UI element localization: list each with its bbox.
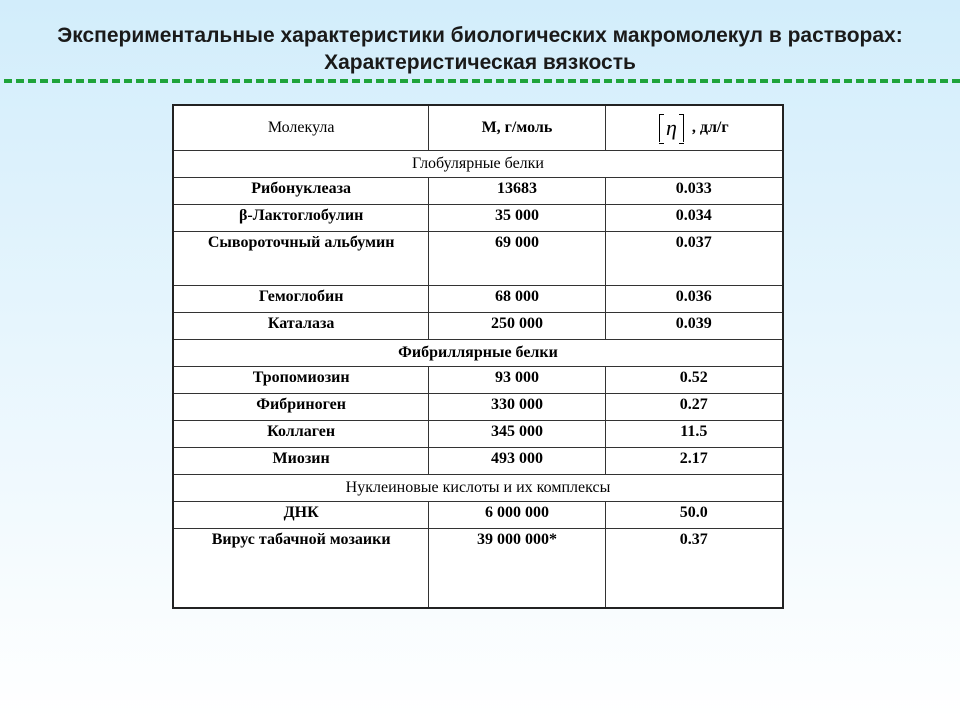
- molecule-mass: 93 000: [429, 367, 605, 394]
- molecule-mass: 6 000 000: [429, 502, 605, 529]
- molecule-viscosity: 2.17: [605, 448, 783, 475]
- header-mass: М, г/моль: [429, 105, 605, 151]
- molecule-viscosity: 0.52: [605, 367, 783, 394]
- slide-title: [0, 22, 960, 76]
- table-row: [173, 421, 783, 448]
- table-row: [173, 448, 783, 475]
- molecule-name: Вирус табачной мозаики: [173, 529, 429, 609]
- molecule-viscosity: 0.034: [605, 205, 783, 232]
- molecule-mass: 345 000: [429, 421, 605, 448]
- viscosity-table: [172, 104, 784, 609]
- table-header-row: [173, 105, 783, 151]
- molecule-mass: 68 000: [429, 286, 605, 313]
- molecule-viscosity: 0.037: [605, 232, 783, 286]
- molecule-mass: 493 000: [429, 448, 605, 475]
- molecule-name: ДНК: [173, 502, 429, 529]
- molecule-name: Сывороточный альбумин: [173, 232, 429, 286]
- header-molecule: Молекула: [173, 105, 429, 151]
- molecule-name: Коллаген: [173, 421, 429, 448]
- viscosity-unit: , дл/г: [691, 119, 729, 136]
- table-row: [173, 286, 783, 313]
- table-row: [173, 205, 783, 232]
- table-row: [173, 529, 783, 609]
- header-viscosity: [605, 105, 783, 151]
- molecule-viscosity: 0.036: [605, 286, 783, 313]
- molecule-viscosity: 0.033: [605, 178, 783, 205]
- table-row: [173, 367, 783, 394]
- table-row: [173, 394, 783, 421]
- title-line-2: Характеристическая вязкость: [324, 51, 636, 74]
- molecule-mass: 39 000 000*: [429, 529, 605, 609]
- molecule-mass: 69 000: [429, 232, 605, 286]
- molecule-viscosity: 0.27: [605, 394, 783, 421]
- table-row: [173, 178, 783, 205]
- group-title: Нуклеиновые кислоты и их комплексы: [173, 475, 783, 502]
- molecule-name: Каталаза: [173, 313, 429, 340]
- molecule-mass: 330 000: [429, 394, 605, 421]
- molecule-viscosity: 0.039: [605, 313, 783, 340]
- molecule-name: β-Лактоглобулин: [173, 205, 429, 232]
- table-row: [173, 232, 783, 286]
- molecule-name: Тропомиозин: [173, 367, 429, 394]
- molecule-name: Рибонуклеаза: [173, 178, 429, 205]
- title-line-1: Экспериментальные характеристики биологических макромолекул в растворах:: [57, 24, 903, 47]
- molecule-mass: 35 000: [429, 205, 605, 232]
- group-header-row: [173, 475, 783, 502]
- table-row: [173, 502, 783, 529]
- table-row: [173, 313, 783, 340]
- molecule-viscosity: 0.37: [605, 529, 783, 609]
- molecule-name: Гемоглобин: [173, 286, 429, 313]
- group-title: Фибриллярные белки: [173, 340, 783, 367]
- group-header-row: [173, 340, 783, 367]
- molecule-name: Фибриноген: [173, 394, 429, 421]
- intrinsic-viscosity-symbol: η: [659, 114, 684, 142]
- molecule-mass: 13683: [429, 178, 605, 205]
- molecule-mass: 250 000: [429, 313, 605, 340]
- molecule-name: Миозин: [173, 448, 429, 475]
- group-title: Глобулярные белки: [173, 151, 783, 178]
- group-header-row: [173, 151, 783, 178]
- molecule-viscosity: 50.0: [605, 502, 783, 529]
- molecule-viscosity: 11.5: [605, 421, 783, 448]
- dashed-divider: [4, 79, 960, 83]
